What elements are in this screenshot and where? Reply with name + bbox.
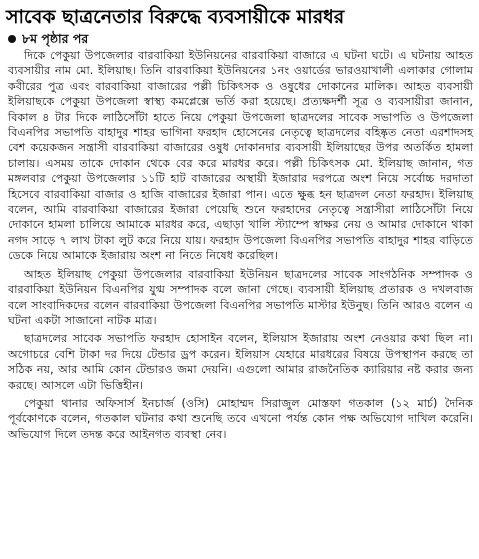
paragraph: আহত ইলিয়াছ পেকুয়া উপজেলার বারবাকিয়া ইউনিয়ন ছাত্রদলের সাবেক সাংগঠনিক সম্পাদক ও বারবাকিয়া ইউনিয়ন বিএনপির যুগ্ম সম্পাদক বলে জানা গেছে। ব্যবসায়ী ইলিয়াছ প্রতারক ও দখলবাজ বলে সাংবাদিকদের বলেন বারবাকিয়া উপজেলা বিএনপির সভাপতি মাস্টার ইউনুছ। তিনি আরও বলেন এ ঘটনা একটা সাজানো নাটক মাত্র।	[8, 267, 473, 327]
headline: সাবেক ছাত্রনেতার বিরুদ্ধে ব্যবসায়ীকে মারধর	[6, 6, 345, 28]
article-body	[0, 48, 479, 442]
continued-from-label: ৮ম পৃষ্ঠার পর	[22, 31, 89, 46]
continuation-line	[0, 30, 479, 48]
paragraph: পেকুয়া থানার অফিসার্স ইনচার্জ (ওসি) মোহাম্মদ সিরাজুল মোস্তফা গতকাল (১২ মার্চ) দৈনিক পূর্বকোণকে বলেন, গতকাল ঘটনার কথা শুনেছি তবে এখনো পর্যন্ত কোন পক্ষ অভিযোগ দাখিল করেনি। অভিযোগ দিলে তদন্ত করে আইনগত ব্যবস্থা নেব।	[8, 396, 473, 441]
bullet-icon	[8, 35, 16, 43]
paragraph: ছাত্রদলের সাবেক সভাপতি ফরহাদ হোসাইন বলেন, ইলিয়াস ইজারায় অংশ নেওয়ার কথা ছিল না। অগোচরে বেশি টাকা দর দিয়ে টেন্ডার ড্রপ করেন। ইলিয়াস যেহারে মারধরের বিষয়ে উপস্থাপন করছে তা সঠিক নয়, আর আমি কোন টেন্ডারও জমা দেয়নি। এগুলো আমার রাজনৈতিক ক্যারিয়ার নষ্ট করার জন্য করছে। আসলে এটা ভিত্তিহীন।	[8, 332, 473, 392]
paragraph: দিকে পেকুয়া উপজেলার বারবাকিয়া ইউনিয়নের বারবাকিয়া বাজারে এ ঘটনা ঘটে। এ ঘটনায় আহত ব্যবসায়ীর নাম মো. ইলিয়াছ। তিনি বারবাকিয়া ইউনিয়নের ১নং ওয়ার্ডের ভারওয়াখালী এলাকার গোলাম কবীরের পুত্র এবং বারবাকিয়া বাজারের পল্লী চিকিৎসক ও ওষুধের দোকানের মালিক। আহত ব্যবসায়ী ইলিয়াছকে পেকুয়া উপজেলা স্বাস্থ্য কমপ্লেক্সে ভর্তি করা হয়েছে। প্রত্যক্ষদর্শী সূত্র ও ব্যবসায়ীরা জানান, বিকাল ৪ টার দিকে লাঠিসোঁটা হাতে নিয়ে পেকুয়া উপজেলা ছাত্রদলের সাবেক সভাপতি ও উপজেলা বিএনপির সভাপতি বাহাদুর শাহর ভাগিনা ফরহাদ হোসেনের নেতৃত্বে ছাত্রদলের বহিষ্কৃত নেতা এরশাদসহ বেশ কয়েকজন সন্ত্রাসী বারবাকিয়া বাজারের ওষুধ দোকানদার ব্যবসায়ী ইলিয়াছের উপর অতর্কিত হামলা চালায়। এসময় তাকে দোকান থেকে বের করে মারধর করে। পল্লী চিকিৎসক মো. ইলিয়াছ জানান, গত মঙ্গলবার পেকুয়া উপজেলার ১১টি হাট বাজারের অস্থায়ী ইজারার দরপত্রে অংশ নিয়ে সর্বোচ্চ দরদাতা হিসেবে বারবাকিয়া বাজার ও হাজি বাজারের ইজারা পান। এতে ক্ষুব্ধ হন ছাত্রদল নেতা ফরহাদ। ইলিয়াছ বলেন, আমি বারবাকিয়া বাজারের ইজারা পেয়েছি শুনে ফরহাদের নেতৃত্বে সন্ত্রাসীরা লাঠিসোঁটা নিয়ে দোকানে হামলা চালিয়ে আমাকে মারধর করে, এছাড়া খালি স্ট্যাম্পে স্বাক্ষর নেয় ও আমার দোকানে থাকা নগদ সাড়ে ৭ লাখ টাকা লুট করে নিয়ে যায়। ফরহাদ উপজেলা বিএনপির সভাপতি বাহাদুর শাহর বাড়িতে ডেকে নিয়ে আমাকে ইজারায় অংশ না নিতে নিষেধ করেছিল।	[8, 49, 473, 263]
